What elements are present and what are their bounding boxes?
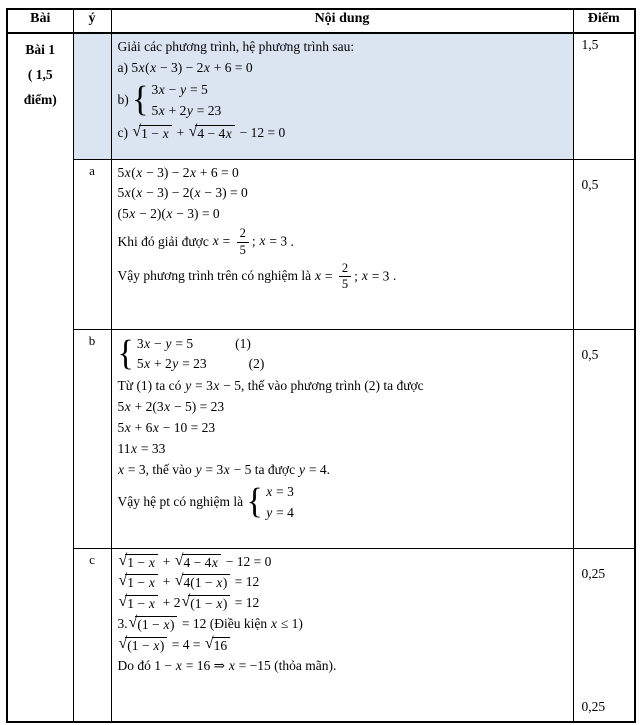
math-segment: x = $\frac{2}{5}$ ; x = 3 [315, 260, 390, 292]
math-segment: 5x(x − 3) − 2x + 6 = 0 [131, 59, 253, 75]
math-segment: √ 1 − x + √ 4(1 − x) = 12 [118, 572, 260, 591]
text-segment: , thế vào [145, 461, 196, 477]
math-segment: y = 4 [298, 461, 327, 477]
text-segment: Do đó [117, 657, 155, 673]
math-segment: 1 − x = 16 ⇒ x = −15 [154, 657, 271, 673]
score-value: 0,25 [581, 699, 606, 714]
score-value: 0,5 [581, 176, 599, 192]
score-cell [573, 159, 635, 329]
math-segment: x ≤ 1 [270, 616, 299, 632]
text-segment: . [326, 461, 330, 477]
equation-number: (2) [248, 356, 265, 372]
table-row [7, 548, 635, 722]
equation-system [246, 484, 293, 522]
col-header-diem: Điểm [573, 9, 635, 33]
system-row [266, 505, 294, 522]
math-segment: 11x = 33 [117, 440, 166, 456]
content-line [118, 637, 567, 654]
equation-system [132, 82, 221, 120]
exercise-points-line2: điểm) [23, 92, 57, 107]
text-segment: b) [117, 92, 133, 108]
table-row [7, 329, 635, 548]
col-header-noi-dung: Nội dung [111, 9, 573, 33]
math-segment: y = 3x − 5 [195, 461, 252, 477]
math-segment: x = $\frac{2}{5}$ ; x = 3 [212, 226, 288, 257]
content-cell-part-a [111, 159, 573, 329]
math-segment: 3x − y = 5 [151, 81, 208, 97]
content-line [118, 399, 567, 416]
text-segment: ta được [251, 461, 299, 477]
content-cell-part-b [111, 329, 573, 548]
math-segment: √ (1 − x) = 4 = √ 16 [118, 637, 232, 654]
content-line [118, 420, 567, 437]
text-segment: . [287, 233, 294, 249]
table-row [7, 33, 635, 159]
part-cell: b [73, 329, 111, 548]
text-segment: Từ (1) ta có [117, 378, 185, 394]
content-line [118, 262, 567, 293]
math-segment: √ 1 − x + √ 4 − 4x − 12 = 0 [118, 551, 272, 570]
score-value: 0,5 [581, 346, 599, 362]
math-segment: 5x + 2y = 23 [151, 102, 222, 118]
content-line [118, 658, 567, 675]
content-line [118, 551, 567, 571]
part-cell: a [73, 159, 111, 329]
text-segment: , thế vào phương trình (2) ta được [241, 378, 424, 394]
col-header-y: ý [73, 9, 111, 33]
math-segment: √ 1 − x + 2 √ (1 − x) = 12 [118, 593, 260, 612]
content-line [118, 335, 567, 375]
math-segment: 5x + 2y = 23 [136, 356, 207, 372]
score-cell [573, 329, 635, 548]
header-row [7, 9, 635, 33]
content-line [118, 616, 567, 633]
math-segment: 5x + 2(3x − 5) = 23 [117, 399, 225, 415]
content-line [118, 378, 567, 395]
text-segment: Khi đó giải được [117, 233, 213, 249]
equation-system [118, 336, 265, 374]
score-cell [573, 548, 635, 722]
content-line [118, 165, 567, 182]
math-segment: x = 3 [118, 461, 146, 477]
math-segment: (5x − 2)(x − 3) = 0 [117, 206, 220, 222]
content-cell-problem [111, 33, 573, 159]
content-line [118, 483, 567, 523]
text-segment: Vậy phương trình trên có nghiệm là [117, 268, 315, 284]
table-row [7, 159, 635, 329]
part-cell: c [73, 548, 111, 722]
system-row [137, 356, 265, 373]
exercise-points-line1: ( 1,5 [27, 67, 53, 82]
text-segment: ) [298, 616, 303, 632]
score-value: 0,25 [581, 565, 606, 581]
score-cell [573, 33, 635, 159]
exercise-label-cell [7, 33, 73, 722]
equation-number: (1) [235, 335, 251, 351]
content-line [118, 441, 567, 458]
scoring-table [6, 8, 636, 723]
left-brace-glyph: { [132, 80, 149, 120]
content-line [118, 206, 567, 223]
content-line [118, 81, 567, 121]
math-segment: √ 1 − x + √ 4 − 4x − 12 = 0 [132, 122, 286, 141]
system-row [137, 336, 265, 353]
math-segment: y = 4 [266, 504, 294, 520]
text-segment: Vậy hệ pt có nghiệm là [117, 494, 247, 510]
text-segment: Giải các phương trình, hệ phương trình sau: [117, 39, 355, 54]
math-segment: 3. √ (1 − x) = 12 [117, 614, 207, 633]
content-line [118, 227, 567, 258]
score-value: 1,5 [581, 37, 599, 52]
content-line [118, 462, 567, 479]
content-line [118, 595, 567, 612]
content-line [118, 60, 567, 77]
left-brace-glyph: { [117, 334, 134, 373]
col-header-bai: Bài [7, 9, 73, 33]
text-segment: a) [117, 59, 132, 75]
exercise-title: Bài 1 [25, 42, 56, 57]
part-cell [73, 33, 111, 159]
text-segment: (Điều kiện [206, 616, 271, 632]
system-row [151, 82, 221, 99]
content-line [118, 39, 567, 56]
system-row [266, 484, 294, 501]
content-line [118, 185, 567, 202]
math-segment: 3x − y = 5 [136, 335, 194, 351]
system-row [151, 103, 221, 120]
text-segment: . [389, 268, 397, 284]
content-line [118, 574, 567, 591]
math-segment: x = 3 [266, 483, 294, 499]
math-segment: 5x(x − 3) − 2x + 6 = 0 [117, 164, 239, 180]
math-segment: 5x(x − 3) − 2(x − 3) = 0 [117, 185, 248, 201]
content-line [117, 122, 567, 142]
text-segment: (thỏa mãn). [270, 657, 337, 673]
math-segment: y = 3x − 5 [185, 378, 242, 394]
math-segment: 5x + 6x − 10 = 23 [117, 420, 216, 435]
left-brace-glyph: { [246, 482, 263, 522]
content-cell-part-c [111, 548, 573, 722]
text-segment: c) [117, 124, 132, 140]
